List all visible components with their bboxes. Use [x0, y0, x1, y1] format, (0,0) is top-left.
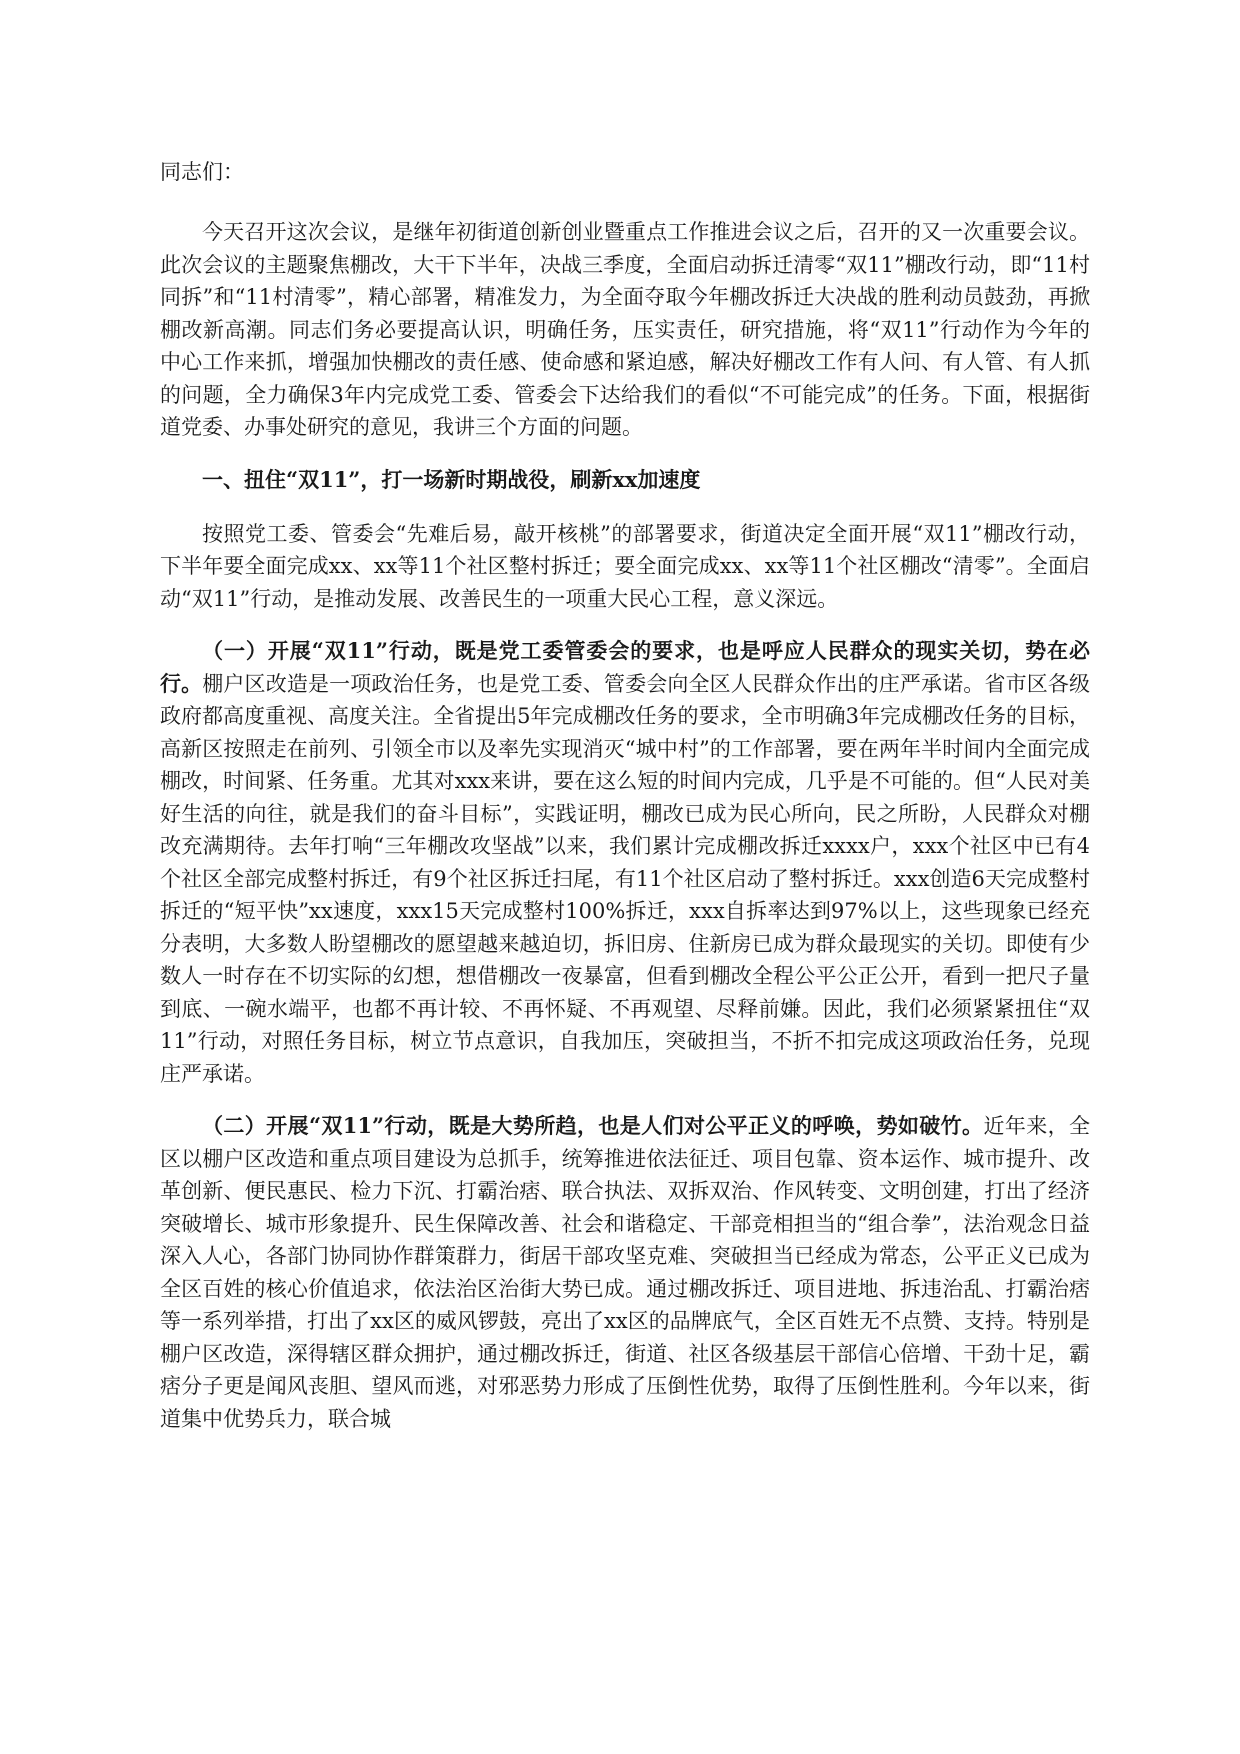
section-1-paragraph: 按照党工委、管委会“先难后易，敲开核桃”的部署要求，街道决定全面开展“双11”棚改行动，下半年要全面完成xx、xx等11个社区整村拆迁；要全面完成xx、xx等11个社区棚改“清零”。全面启动“双11”行动，是推动发展、改善民生的一项重大民心工程，意义深远。 [160, 521, 1090, 611]
section-heading-1: 一、扭住“双11”，打一场新时期战役，刷新xx加速度 [202, 466, 701, 492]
document-page [160, 156, 1090, 1455]
point-1-paragraph [160, 635, 1090, 1090]
point-2-lead: （二）开展“双11”行动，既是大势所趋，也是人们对公平正义的呼唤，势如破竹。 [202, 1113, 984, 1138]
point-2-paragraph [160, 1110, 1090, 1435]
intro-paragraph: 今天召开这次会议，是继年初街道创新创业暨重点工作推进会议之后，召开的又一次重要会议。此次会议的主题聚焦棚改，大干下半年，决战三季度，全面启动拆迁清零“双11”棚改行动，即“11村同拆”和“11村清零”，精心部署，精准发力，为全面夺取今年棚改拆迁大决战的胜利动员鼓劲，再掀棚改新高潮。同志们务必要提高认识，明确任务，压实责任，研究措施，将“双11”行动作为今年的中心工作来抓，增强加快棚改的责任感、使命感和紧迫感，解决好棚改工作有人问、有人管、有人抓的问题，全力确保3年内完成党工委、管委会下达给我们的看似“不可能完成”的任务。下面，根据街道党委、办事处研究的意见，我讲三个方面的问题。 [160, 220, 1090, 439]
point-1-lead: （一）开展“双11”行动，既是党工委管委会的要求，也是呼应人民群众的现实关切，势在必行。 [160, 638, 1090, 696]
salutation: 同志们： [160, 160, 244, 184]
point-1-body: 棚户区改造是一项政治任务，也是党工委、管委会向全区人民群众作出的庄严承诺。省市区各级政府都高度重视、高度关注。全省提出5年完成棚改任务的要求，全市明确3年完成棚改任务的目标，高新区按照走在前列、引领全市以及率先实现消灭“城中村”的工作部署，要在两年半时间内全面完成棚改，时间紧、任务重。尤其对xxx来讲，要在这么短的时间内完成，几乎是不可能的。但“人民对美好生活的向往，就是我们的奋斗目标”，实践证明，棚改已成为民心所向，民之所盼，人民群众对棚改充满期待。去年打响“三年棚改攻坚战”以来，我们累计完成棚改拆迁xxxx户，xxx个社区中已有4个社区全部完成整村拆迁，有9个社区拆迁扫尾，有11个社区启动了整村拆迁。xxx创造6天完成整村拆迁的“短平快”xx速度，xxx15天完成整村100%拆迁，xxx自拆率达到97%以上，这些现象已经充分表明，大多数人盼望棚改的愿望越来越迫切，拆旧房、住新房已成为群众最现实的关切。即使有少数人一时存在不切实际的幻想，想借棚改一夜暴富，但看到棚改全程公平公正公开，看到一把尺子量到底、一碗水端平，也都不再计较、不再怀疑、不再观望、尽释前嫌。因此，我们必须紧紧扭住“双11”行动，对照任务目标，树立节点意识，自我加压，突破担当，不折不扣完成这项政治任务，兑现庄严承诺。 [160, 671, 1090, 1086]
point-2-body: 近年来，全区以棚户区改造和重点项目建设为总抓手，统筹推进依法征迁、项目包靠、资本运作、城市提升、改革创新、便民惠民、检力下沉、打霸治痞、联合执法、双拆双治、作风转变、文明创建，打出了经济突破增长、城市形象提升、民生保障改善、社会和谐稳定、干部竞相担当的“组合拳”，法治观念日益深入人心，各部门协同协作群策群力，街居干部攻坚克难、突破担当已经成为常态，公平正义已成为全区百姓的核心价值追求，依法治区治街大势已成。通过棚改拆迁、项目进地、拆违治乱、打霸治痞等一系列举措，打出了xx区的威风锣鼓，亮出了xx区的品牌底气，全区百姓无不点赞、支持。特别是棚户区改造，深得辖区群众拥护，通过棚改拆迁，街道、社区各级基层干部信心倍增、干劲十足，霸痞分子更是闻风丧胆、望风而逃，对邪恶势力形成了压倒性优势，取得了压倒性胜利。今年以来，街道集中优势兵力，联合城 [160, 1114, 1090, 1431]
